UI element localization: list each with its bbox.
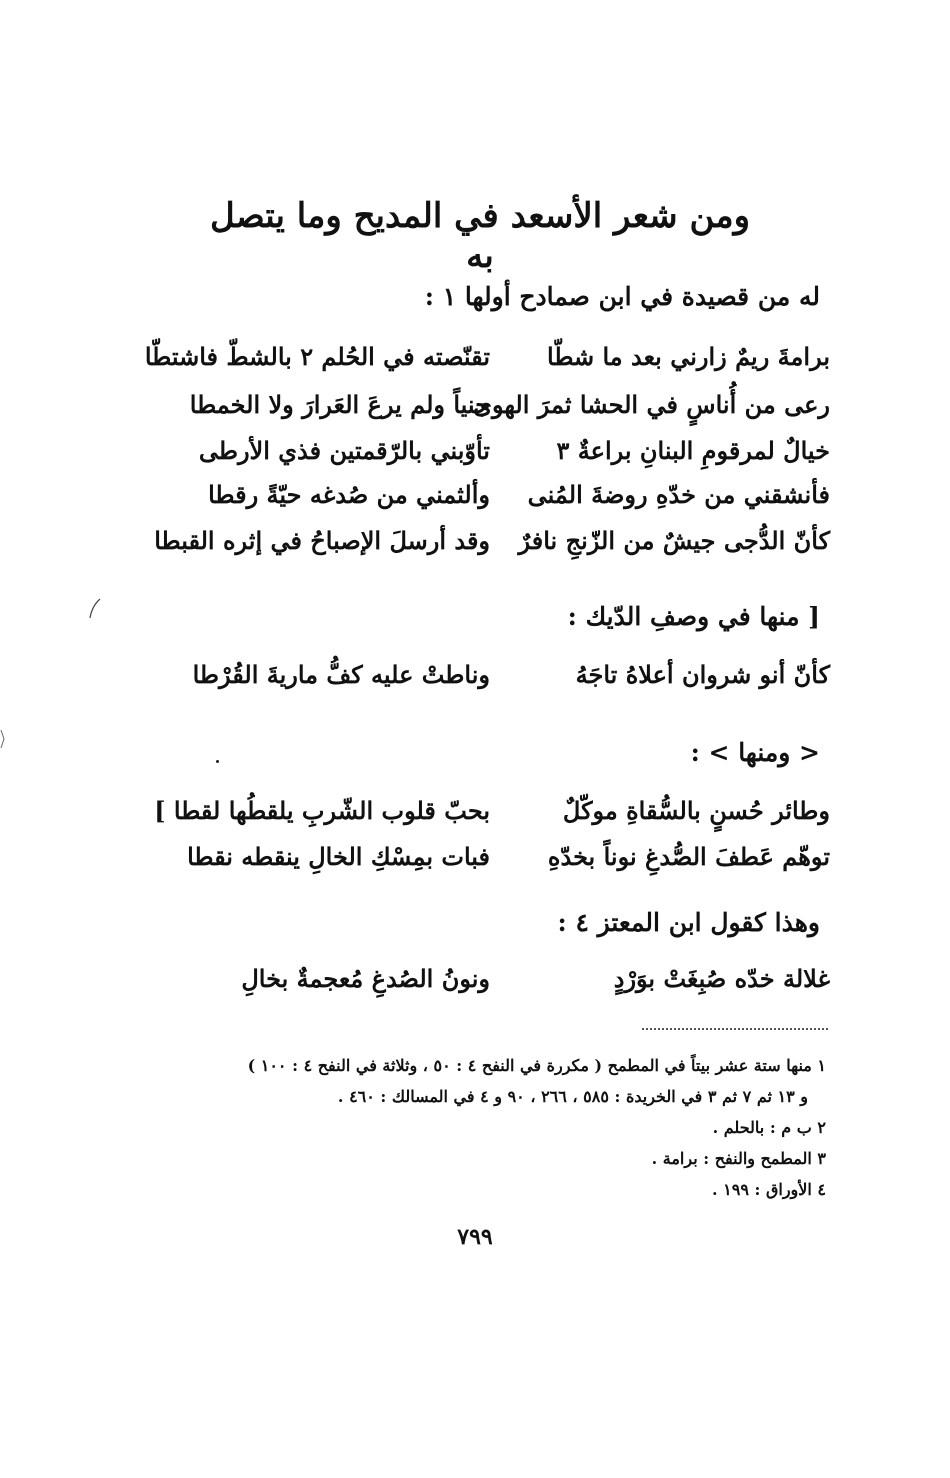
verse-second-hemistich: تأوّبني بالرّقمتين فذي الأرطى: [198, 436, 490, 465]
section-title: ومن شعر الأسعد في المديح وما يتصل به: [209, 196, 750, 276]
verse-second-hemistich: تقنّصته في الحُلم ٢ بالشطّ فاشتطّا: [144, 342, 490, 371]
footnote: ٢ ب م : بالحلم .: [712, 1118, 826, 1137]
verse-first-hemistich: خيالٌ لمرقومِ البنانِ براعةٌ ٣: [556, 436, 830, 465]
verse-first-hemistich: برامةَ ريمٌ زارني بعد ما شطّا: [547, 342, 830, 371]
footnote: ٤ الأوراق : ١٩٩ .: [711, 1180, 826, 1199]
verse-line: [170, 480, 830, 516]
verse-first-hemistich: كأنّ أنو شروان أعلاهُ تاجَهُ: [575, 660, 830, 689]
verse-line: [170, 842, 830, 878]
verse-line: [170, 660, 830, 696]
verse-first-hemistich: وطائر حُسنٍ بالسُّقاةِ موكّلٌ: [562, 796, 830, 825]
verse-second-hemistich: جنياً ولم يرعَ العَرارَ ولا الخمطا: [189, 390, 490, 419]
margin-stroke-mark: [88, 598, 102, 620]
page-number: ٧٩٩: [457, 1224, 493, 1250]
poem-intro: [ منها في وصفِ الدّيك :: [567, 602, 820, 631]
footnote: ١ منها ستة عشر بيتاً في المطمح ( مكررة في النفح ٤ : ٥٠ ، وثلاثة في النفح ٤ : ١٠٠ ): [247, 1056, 826, 1075]
verse-first-hemistich: غلالة خدّه صُبِغَتْ بوَرْدٍ: [613, 964, 830, 993]
verse-line: [170, 436, 830, 472]
footnote-separator: [642, 1028, 828, 1030]
footnotes: [150, 1050, 826, 1205]
margin-stroke-mark: [0, 728, 6, 750]
verse-second-hemistich: بحبّ قلوب الشّربِ يلقطُها لقطا ]: [154, 796, 490, 825]
verse-line: [154, 526, 830, 562]
verse-first-hemistich: توهّم عَطفَ الصُّدغِ نوناً بخدّهِ: [547, 842, 830, 871]
verse-first-hemistich: رعى من أُناسٍ في الحشا ثمرَ الهوى: [473, 390, 830, 419]
poem-intro: < ومنها > :: [690, 738, 820, 767]
ink-speck: [216, 760, 219, 763]
verse-second-hemistich: ونونُ الصُدغِ مُعجمةٌ بخالِ: [241, 964, 490, 993]
verse-second-hemistich: وقد أرسلَ الإصباحُ في إثره القبطا: [154, 526, 490, 555]
poem-intro: وهذا كقول ابن المعتز ٤ :: [557, 908, 820, 937]
verse-line: [170, 390, 830, 426]
verse-line: [170, 964, 830, 1000]
poem-intro: له من قصيدة في ابن صمادح أولها ١ :: [424, 282, 820, 311]
verse-second-hemistich: فبات بمِسْكِ الخالِ ينقطه نقطا: [187, 842, 490, 871]
verse-line: [144, 342, 830, 378]
verse-second-hemistich: وألثمني من صُدغه حيّةً رقطا: [208, 480, 490, 509]
verse-first-hemistich: فأنشقني من خدّهِ روضةَ المُنى: [527, 480, 830, 509]
footnote-continuation: و ١٣ ثم ٧ ثم ٣ في الخريدة : ٥٨٥ ، ٢٦٦ ، ٩٠ و ٤ في المسالك : ٤٦٠ .: [337, 1087, 808, 1106]
footnote: ٣ المطمح والنفح : برامة .: [651, 1149, 826, 1168]
verse-second-hemistich: وناطتْ عليه كفُّ ماريةَ القُرْطا: [192, 660, 490, 689]
verse-line: [154, 796, 830, 832]
verse-first-hemistich: كأنّ الدُّجى جيشٌ من الزّنجِ نافرٌ: [518, 526, 830, 555]
